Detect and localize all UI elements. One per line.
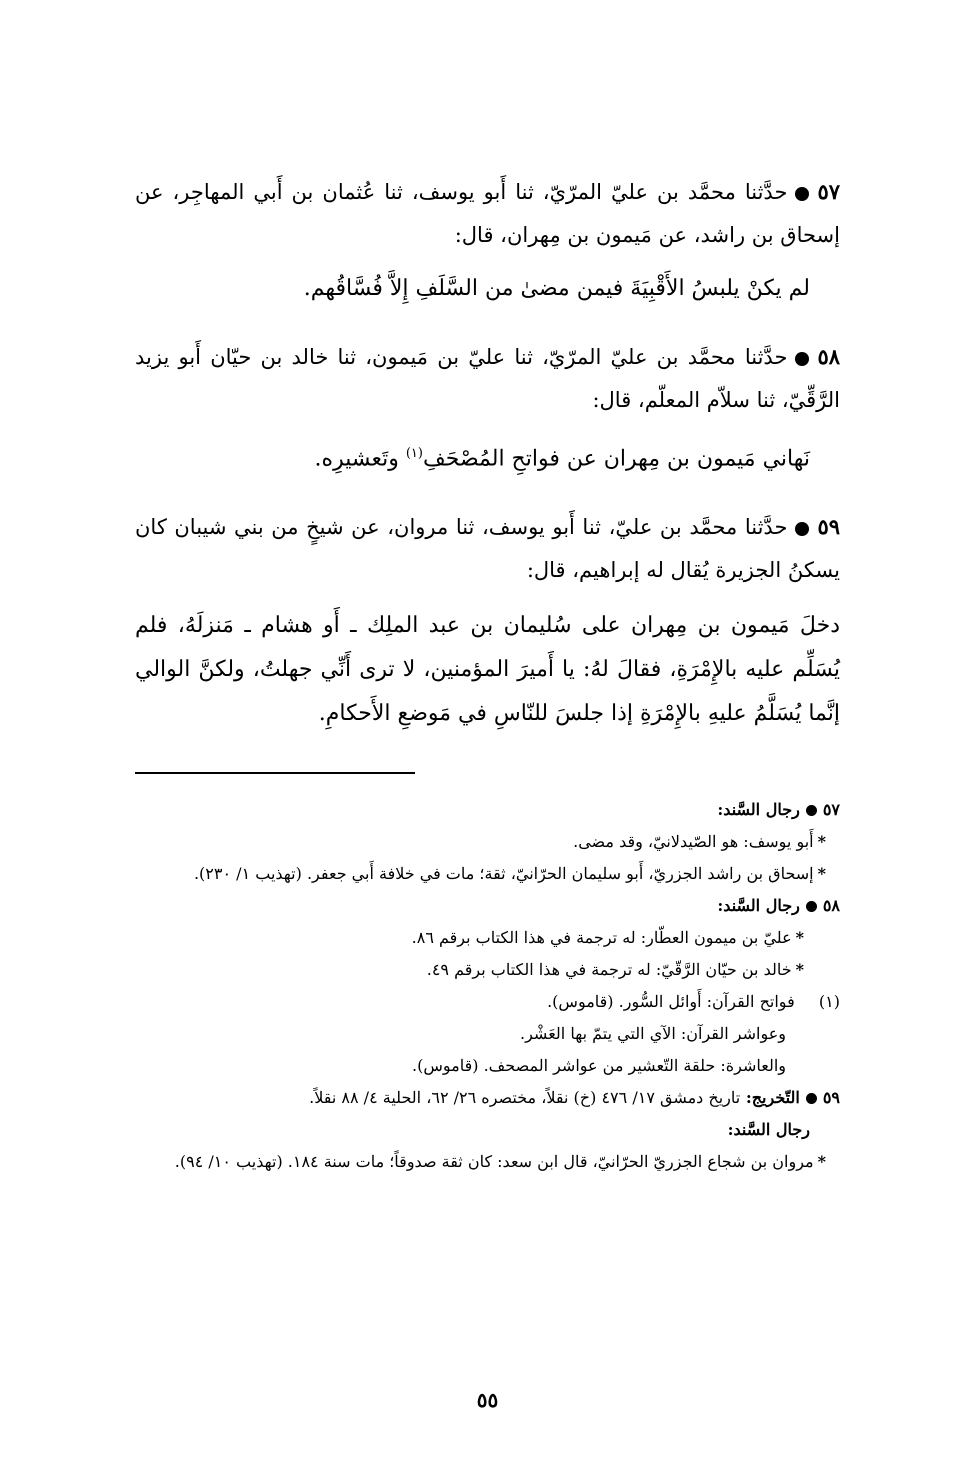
hadith-59-isnad-text: حدَّثنا محمَّد بن عليّ، ثنا أَبو يوسف، ثنا مروان، عن شيخٍ من بني شيبان كان يسكنُ الجزيرة يُقال له إبراهيم، قال:	[135, 515, 840, 583]
hadith-59-number: ٥٩	[817, 514, 840, 540]
footnote-58-item-text: خالد بن حيّان الرَّقّيّ: له ترجمة في هذا الكتاب برقم ٤٩.	[426, 960, 792, 980]
hadith-58-matn-before: نَهاني مَيمون بن مِهران عن فواتحِ المُصْحَفِ	[422, 446, 810, 472]
bullet-dot-icon	[795, 352, 809, 366]
footnote-59-item-text: مروان بن شجاع الجزريّ الحرّانيّ، قال ابن سعد: كان ثقة صدوقاً؛ مات سنة ١٨٤. (تهذيب ١٠/ ٩٤).	[174, 1152, 814, 1172]
footnote-57-heading-text: رجال السَّند:	[717, 800, 800, 820]
footnote-58-heading	[135, 890, 840, 922]
footnote-58-number: ٥٨	[822, 896, 840, 916]
hadith-58-number: ٥٨	[817, 344, 840, 369]
footnote-59-heading: رجال السَّند:	[727, 1120, 810, 1140]
footnote-note-1-marker: (١)	[818, 992, 840, 1012]
bullet-dot-icon	[795, 187, 809, 201]
footnote-58-item	[135, 954, 840, 986]
footnote-58-item-text: عليّ بن ميمون العطّار: له ترجمة في هذا الكتاب برقم ٨٦.	[411, 928, 792, 948]
footnote-59-item	[135, 1146, 840, 1178]
footnote-57-number: ٥٧	[822, 800, 840, 820]
footnote-57-item	[135, 858, 840, 890]
page-number: ٥٥	[476, 1388, 499, 1412]
asterisk-icon: *	[817, 832, 826, 852]
asterisk-icon: *	[795, 960, 804, 980]
hadith-57-isnad	[135, 170, 840, 257]
footnote-59-number: ٥٩	[822, 1088, 840, 1108]
hadith-57-isnad-text: حدَّثنا محمَّد بن عليّ المرّيّ، ثنا أَبو يوسف، ثنا عُثمان بن أَبي المهاجِر، عن إسحاق بن راشد، عن مَيمون بن مِهران، قال:	[135, 180, 840, 247]
footnote-57-item-text: أَبو يوسف: هو الصّيدلانيّ، وقد مضى.	[573, 832, 814, 852]
footnote-57-heading	[135, 794, 840, 826]
hadith-58-matn-after: وتَعشيرِه.	[314, 446, 406, 472]
footnote-57-item-text: إسحاق بن راشد الجزريّ، أَبو سليمان الحرّانيّ، ثقة؛ مات في خلافة أَبي جعفر. (تهذيب ١/ ٢٣٠).	[193, 864, 814, 884]
footnote-ref-1[interactable]: (١)	[405, 446, 423, 461]
footnote-note-1	[135, 986, 840, 1018]
asterisk-icon: *	[817, 864, 826, 884]
bullet-dot-icon	[795, 522, 809, 536]
footnote-58-heading-text: رجال السَّند:	[717, 896, 800, 916]
asterisk-icon: *	[817, 1152, 826, 1172]
footnote-divider	[135, 752, 840, 774]
hadith-58-matn	[135, 432, 840, 481]
footnote-note-1-line: والعاشرة: حلقة التّعشير من عواشر المصحف. (قاموس).	[412, 1056, 786, 1076]
hadith-58-isnad-text: حدَّثنا محمَّد بن عليّ المرّيّ، ثنا عليّ بن مَيمون، ثنا خالد بن حيّان أَبو يزيد الرَّقِّيّ، ثنا سلاّم المعلّم، قال:	[135, 345, 840, 412]
footnote-59-takhrij-label: التّخريج:	[745, 1088, 800, 1108]
hadith-59-isnad	[135, 505, 840, 592]
hadith-58-isnad	[135, 335, 840, 422]
footnote-58-item	[135, 922, 840, 954]
hadith-57-number: ٥٧	[817, 179, 840, 204]
asterisk-icon: *	[795, 928, 804, 948]
footnote-59-takhrij-text: تاريخ دمشق ١٧/ ٤٧٦ (خ) نقلاً، مختصره ٢٦/ ٦٢، الحلية ٤/ ٨٨ نقلاً.	[309, 1088, 741, 1108]
bullet-dot-icon	[806, 1093, 817, 1104]
divider-line	[135, 772, 415, 774]
footnote-note-1-line: فواتح القرآن: أَوائل السُّور. (قاموس).	[547, 992, 795, 1012]
bullet-dot-icon	[806, 901, 817, 912]
footnote-59-takhrij	[135, 1082, 840, 1114]
footnotes	[135, 794, 840, 1178]
footnote-note-1-line: وعواشر القرآن: الآي التي يتمّ بها العَشْر.	[520, 1024, 786, 1044]
hadith-59-matn: دخلَ مَيمون بن مِهران على سُليمان بن عبد الملِك ـ أَو هشام ـ مَنزلَهُ، فلم يُسَلِّم عليه بالإِمْرَةِ، فقالَ لهُ: يا أَميرَ المؤمنين، لا ترى أَنِّي جهلتُ، ولكنَّ الوالي إنَّما يُسَلَّمُ عليهِ بالإِمْرَةِ إذا جلسَ للنّاسِ في مَوضعِ الأَحكامِ.	[135, 613, 840, 727]
page-content	[135, 170, 840, 1178]
hadith-57-matn: لم يكنْ يلبسُ الأَقْبِيَةَ فيمن مضىٰ من السَّلَفِ إِلاَّ فُسَّاقُهم.	[303, 276, 810, 301]
footnote-57-item	[135, 826, 840, 858]
bullet-dot-icon	[806, 805, 817, 816]
